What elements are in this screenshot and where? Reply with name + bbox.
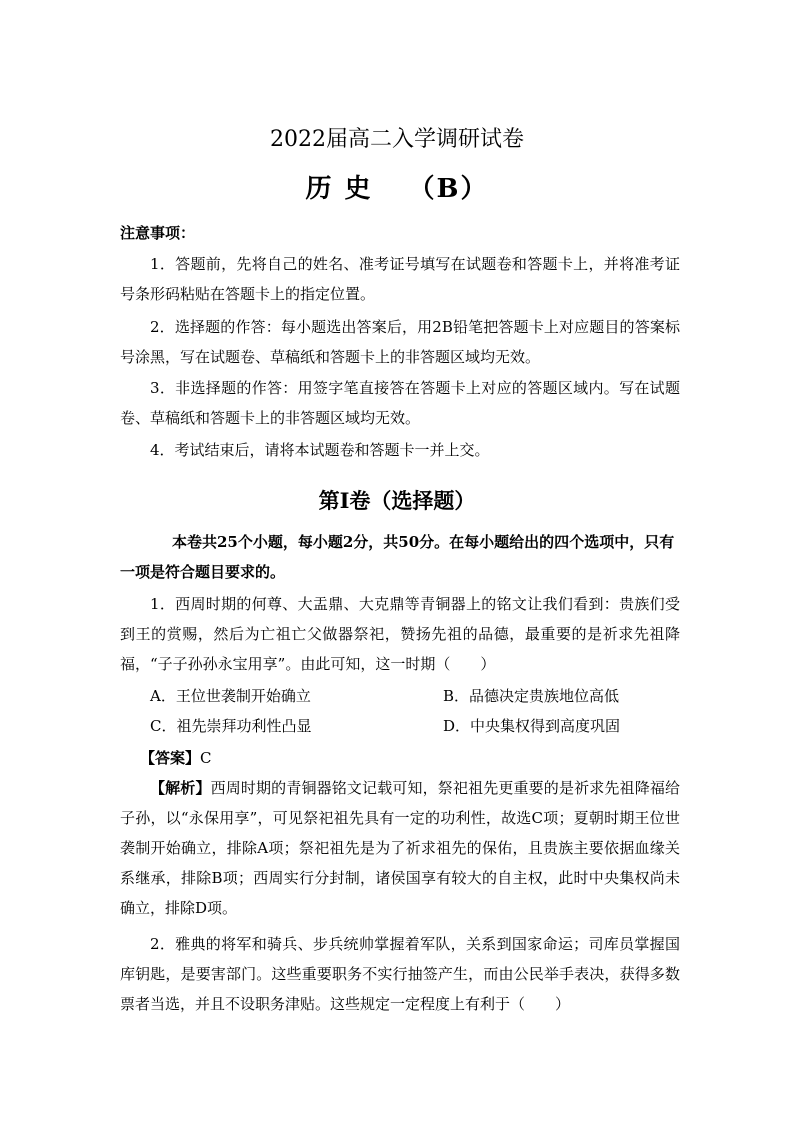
- notice-item: 4．考试结束后，请将本试题卷和答题卡一并上交。: [150, 441, 490, 459]
- analysis-paragraph: [120, 773, 680, 923]
- option-a: A．王位世袭制开始确立: [150, 687, 311, 705]
- analysis-label: 【解析】: [150, 779, 211, 797]
- notice-item: 3．非选择题的作答：用签字笔直接答在答题卡上对应的答题区域内。写在试题卷、草稿纸和答题卡上的非答题区域均无效。: [120, 379, 680, 427]
- option-b: B．品德决定贵族地位高低: [443, 687, 620, 705]
- notice-item: 2．选择题的作答：每小题选出答案后，用2B铅笔把答题卡上对应题目的答案标号涂黑，写在试题卷、草稿纸和答题卡上的非答题区域均无效。: [120, 318, 680, 366]
- subject-name: 历 史: [305, 174, 373, 204]
- answer-label: 【答案】: [140, 749, 201, 767]
- exam-title: 2022届高二入学调研试卷: [270, 127, 524, 152]
- answer-line: [140, 743, 212, 773]
- options-row: [150, 711, 680, 741]
- question-options: [150, 681, 680, 741]
- section-intro: 本卷共25个小题，每小题2分，共50分。在每小题给出的四个选项中，只有一项是符合题目要求的。: [120, 533, 675, 581]
- subject-heading: [0, 172, 794, 206]
- question-stem: 2．雅典的将军和骑兵、步兵统帅掌握着军队，关系到国家命运；司库员掌握国库钥匙，是要害部门。这些重要职务不实行抽签产生，而由公民举手表决，获得多数票者当选，并且不设职务津贴。这些规定一定程度上有利于（ ）: [120, 935, 680, 1013]
- notice-heading: 注意事项：: [120, 224, 196, 242]
- notice-item: 1．答题前，先将自己的姓名、准考证号填写在试题卷和答题卡上，并将准考证号条形码粘贴在答题卡上的指定位置。: [120, 255, 680, 303]
- answer-value: C: [200, 749, 212, 767]
- analysis-text: 西周时期的青铜器铭文记载可知，祭祀祖先更重要的是祈求先祖降福给子孙，以“永保用享”，可见祭祀祖先具有一定的功利性，故选C项；夏朝时期王位世袭制开始确立，排除A项；祭祀祖先是为了祈求祖先的保佑，且贵族主要依据血缘关系继承，排除B项；西周实行分封制，诸侯国享有较大的自主权，此时中央集权尚未确立，排除D项。: [120, 779, 680, 917]
- section-title: 第Ⅰ卷（选择题）: [318, 488, 476, 513]
- paper-version: （B）: [408, 174, 489, 204]
- question-stem: 1．西周时期的何尊、大盂鼎、大克鼎等青铜器上的铭文让我们看到：贵族们受到王的赏赐，然后为亡祖亡父做器祭祀，赞扬先祖的品德，最重要的是祈求先祖降福，“子子孙孙永宝用享”。由此可知，这一时期（ ）: [120, 595, 680, 673]
- options-row: [150, 681, 680, 711]
- option-d: D．中央集权得到高度巩固: [443, 717, 621, 735]
- option-c: C．祖先崇拜功利性凸显: [150, 717, 312, 735]
